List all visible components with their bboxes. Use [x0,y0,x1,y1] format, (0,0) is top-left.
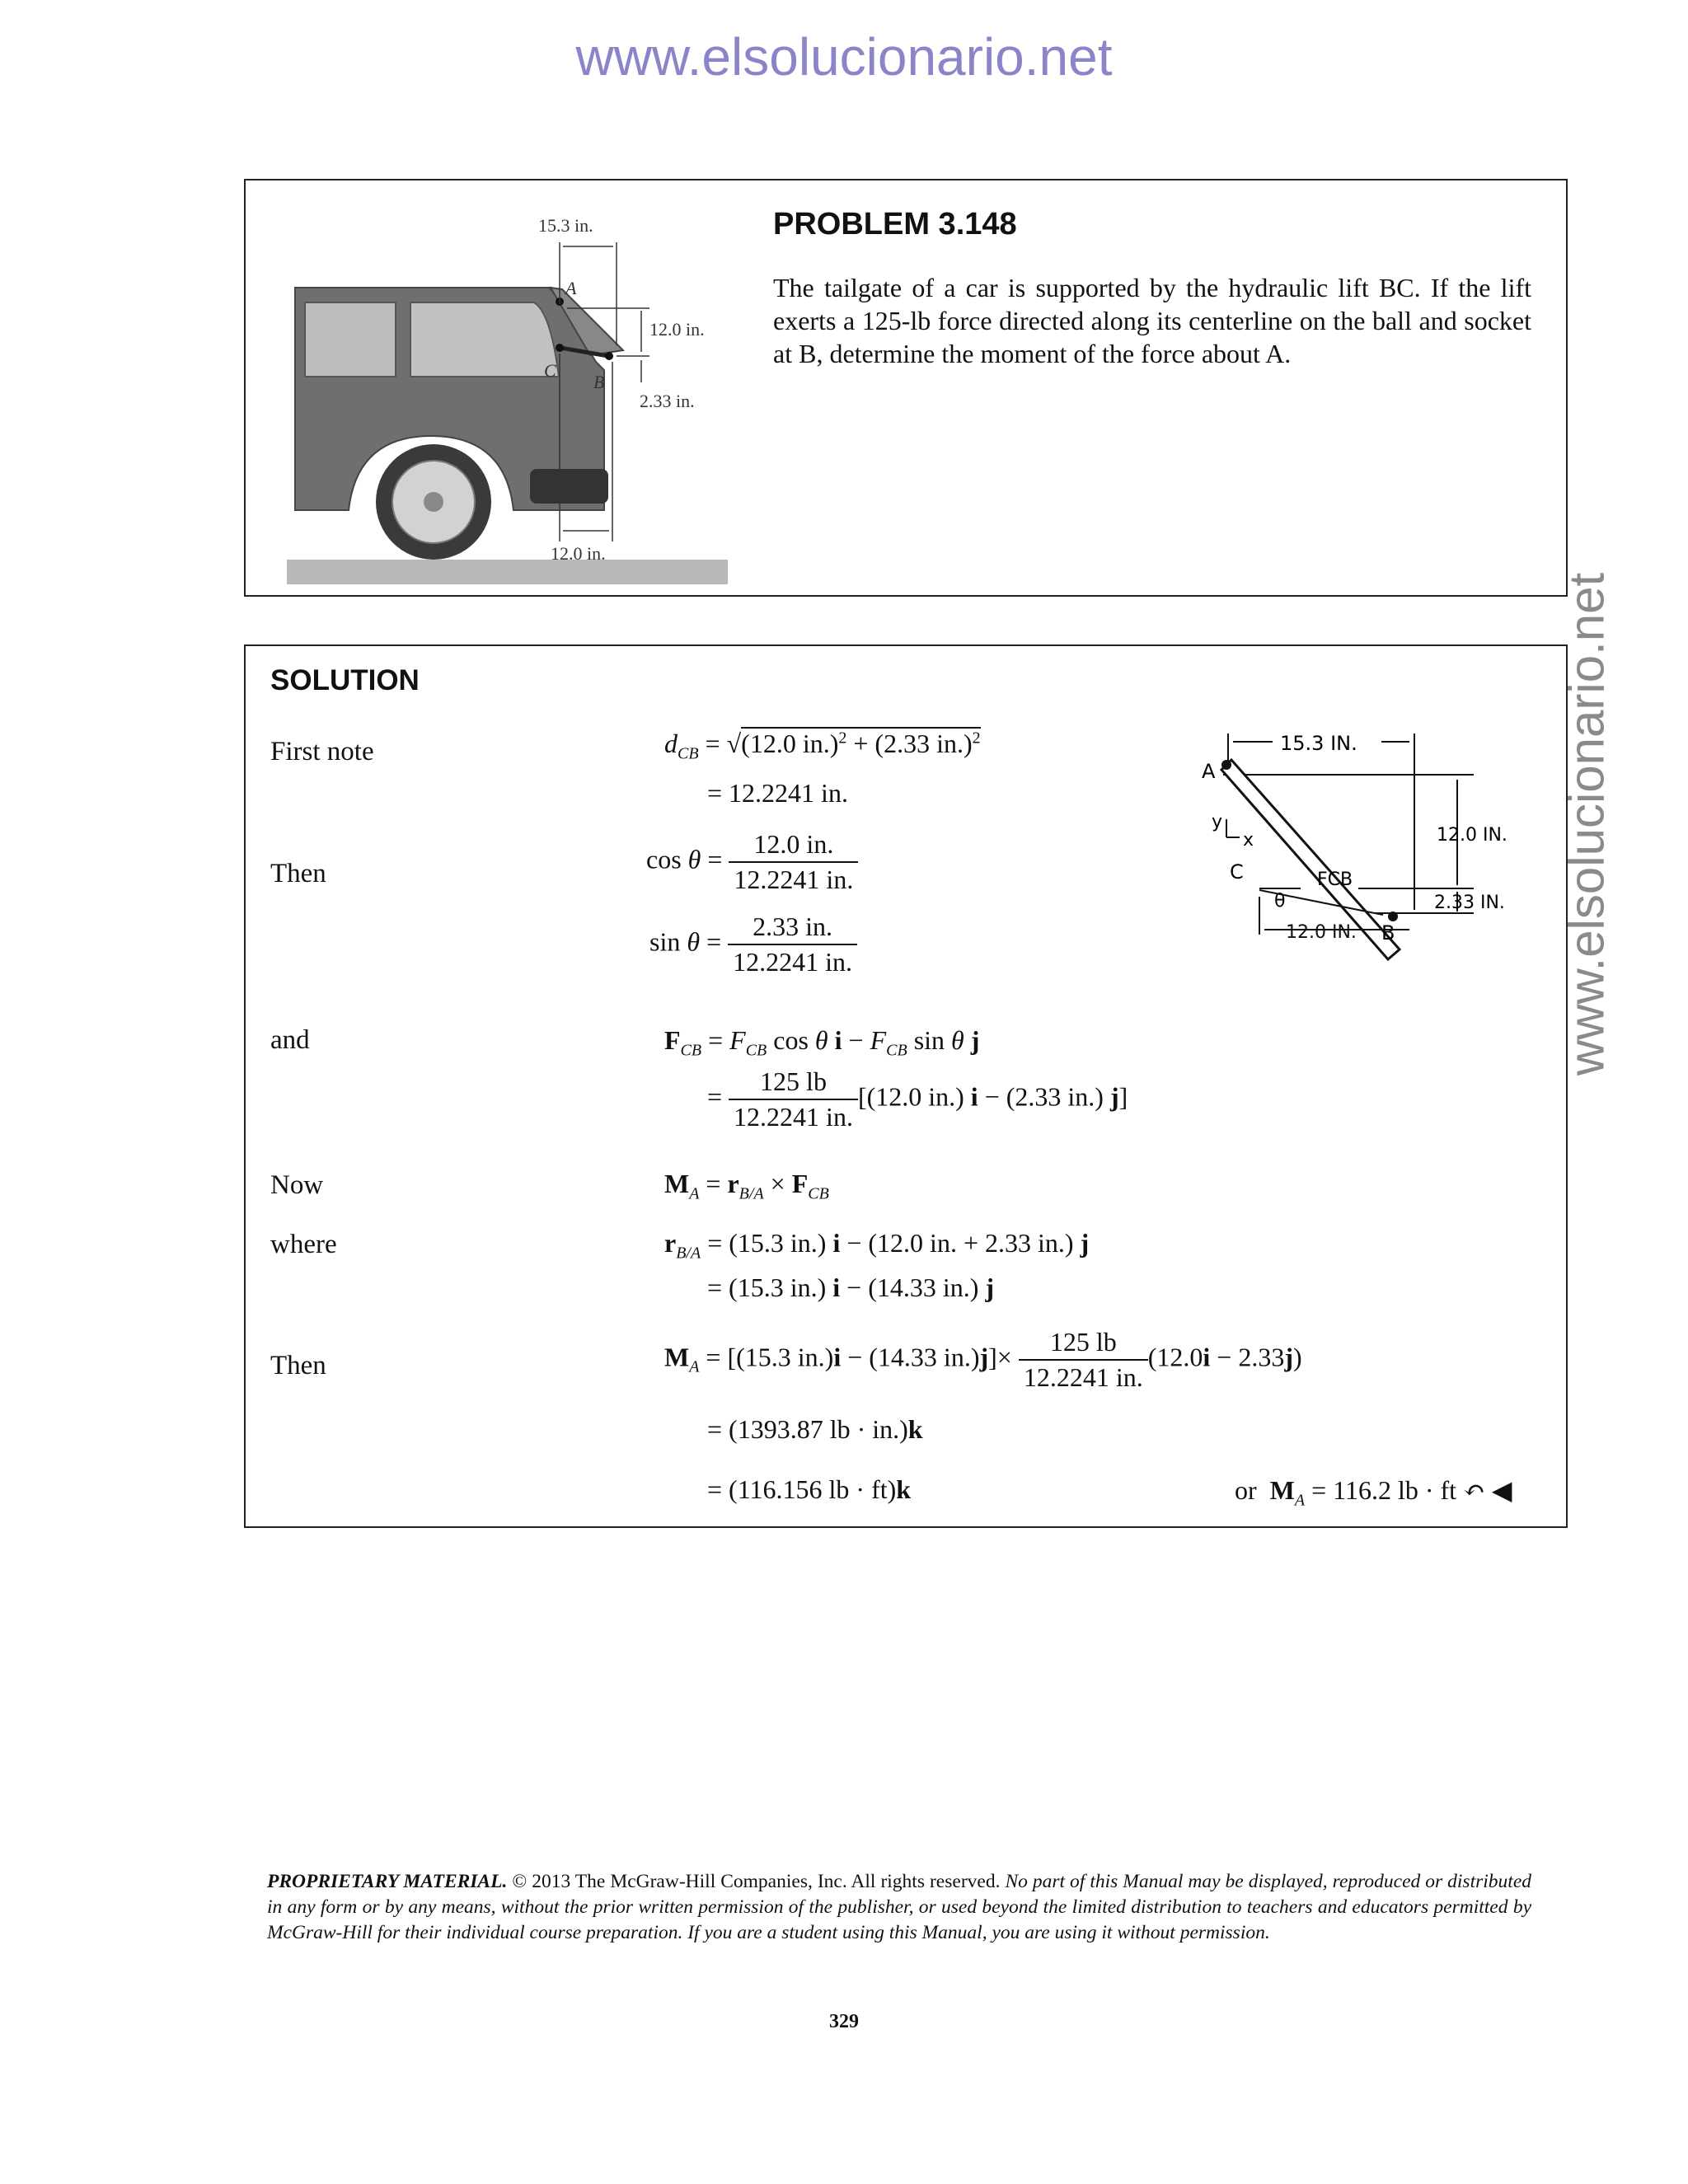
eq-ma: $M_A = r_{B/A} \times F_{CB}$ [664,1169,829,1203]
eq-dcb-value: = 12.2241 in. [707,778,848,808]
car-dim-bottom: 12.0 in. [551,543,606,564]
fbd-point-c: C [1230,860,1244,883]
fbd-point-b: B [1381,921,1395,944]
car-point-b: B [593,372,605,392]
problem-text: The tailgate of a car is supported by the hydraulic lift BC. If the lift exerts a 125-lb force directed along its centerline on the ball and socket at B, determine the moment of the force about A. [773,273,1531,368]
car-dim-right-2: 2.33 in. [640,391,695,411]
fbd-dim-bottom: 12.0 IN. [1286,922,1357,943]
label-first-note: First note [270,737,374,766]
fbd-dim-right-1: 12.0 IN. [1437,825,1507,846]
car-point-c: C [544,360,556,381]
footer-notice: No part of this Manual may be displayed, reproduced or distributed in any form or by any means, without the prior written permission of the publisher, or used beyond the limited distribution to teachers and educators permitted by McGraw-Hill for their individual course preparation. If you are a student using this Manual, you are using it without permission. [267,1871,1531,1943]
car-point-a: A [565,278,577,298]
eq-rba: $r_{B/A} = (15.3$ in.) i − (12.0 in. + 2.33 in.) j [664,1228,1090,1263]
eq-ma-cross: $M_A = [(15.3$ in.)i − (14.33 in.)j]× $\frac{125 lb}{12.2241 in.}$ (12.0i − 2.33j) [664,1327,1302,1392]
eq-sin: sin θ = $\frac{2.33 in.}{12.2241 in.}$ [649,912,857,977]
label-now: Now [270,1170,324,1200]
fbd-point-a: A [1202,760,1216,783]
car-dim-top: 15.3 in. [538,215,593,236]
label-and: and [270,1025,310,1055]
final-answer: or $M_A = 116.2$ lb · ft ↶ ◀ [1235,1475,1512,1510]
eq-cos: cos θ = $\frac{12.0 in.}{12.2241 in.}$ [646,829,858,895]
solution-box [244,644,1568,1528]
solution-title: SOLUTION [270,664,420,696]
eq-rba-value: = (15.3 in.) i − (14.33 in.) j [707,1272,995,1302]
eq-dcb: $d_{CB} = √(12.0$ in.)$^2$ + (2.33 in.)$^2$ [664,729,981,763]
watermark-side-text: www.elsolucionario.net [1559,572,1615,1076]
fbd-angle: θ [1274,891,1286,912]
problem-box [244,179,1568,597]
footer-text [267,1869,1531,1946]
counterclockwise-icon: ↶ [1463,1475,1485,1505]
label-then-1: Then [270,859,326,888]
eq-ma-lbin: = (1393.87 lb · in.)k [707,1414,923,1444]
page-number: 329 [829,2011,859,2032]
result-prefix: or [1235,1475,1257,1505]
car-dim-right-1: 12.0 in. [649,319,705,340]
fbd-dim-right-2: 2.33 IN. [1434,893,1505,913]
problem-title: PROBLEM 3.148 [773,207,1017,241]
fbd-force-label: FCB [1317,869,1353,890]
label-then-2: Then [270,1351,326,1380]
footer-copyright: © 2013 The McGraw-Hill Companies, Inc. All rights reserved. [507,1871,1006,1892]
fbd-axis-y: y [1212,812,1223,832]
fbd-dim-top: 15.3 IN. [1280,732,1357,755]
car-figure [287,197,748,584]
footer-lead: PROPRIETARY MATERIAL. [267,1871,508,1892]
eq-ma-lbft: = (116.156 lb · ft)k [707,1474,912,1504]
fbd-axis-x: x [1243,830,1254,851]
result-value: = 116.2 lb · ft [1311,1475,1457,1505]
fbd-figure [1193,729,1540,968]
label-where: where [270,1230,337,1259]
eq-fcb: $F_{CB} = F_{CB}$ cos θ $i - F_{CB}$ sin θ j [664,1025,980,1060]
watermark-top: www.elsolucionario.net [575,27,1113,87]
answer-marker-icon: ◀ [1491,1475,1512,1505]
eq-fcb-value: = $\frac{125 lb}{12.2241 in.}$ [(12.0 in.) i − (2.33 in.) j] [707,1066,1128,1132]
